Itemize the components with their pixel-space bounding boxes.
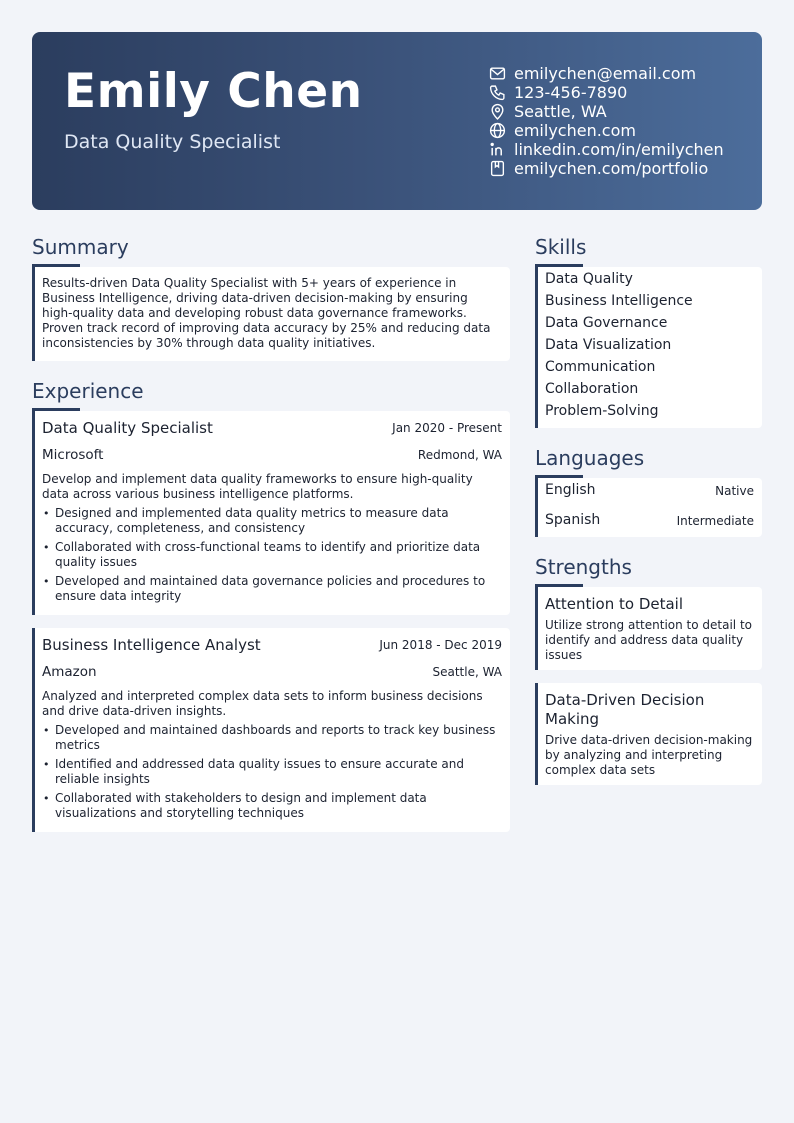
strength-card: [535, 683, 762, 785]
job-bullet-list: [42, 506, 504, 608]
location-pin-icon: [489, 103, 506, 120]
skill-item: Data Visualization: [545, 337, 672, 353]
globe-icon: [489, 122, 506, 139]
list-item: • Designed and implemented data quality metrics to measure data accuracy, completeness, and consistency: [42, 506, 504, 536]
language-name: Spanish: [545, 512, 601, 528]
strength-description: Utilize strong attention to detail to identify and address data quality issues: [545, 618, 752, 662]
linkedin-icon: [489, 141, 506, 158]
skills-heading: Skills: [535, 235, 587, 259]
contact-phone[interactable]: [489, 83, 724, 102]
contact-text: Seattle, WA: [514, 102, 607, 121]
strength-title: Attention to Detail: [545, 595, 684, 613]
contact-text: emilychen@email.com: [514, 64, 697, 83]
portfolio-icon: [489, 160, 506, 177]
skill-item: Business Intelligence: [545, 293, 693, 309]
job-company: Amazon: [42, 664, 97, 680]
list-item: • Collaborated with cross-functional teams to identify and prioritize data quality issues: [42, 540, 504, 570]
summary-card: [32, 267, 510, 361]
strength-title: Data-Driven Decision Making: [545, 691, 705, 728]
list-item: • Collaborated with stakeholders to design and implement data visualizations and storytelling techniques: [42, 791, 504, 821]
job-dates: Jan 2020 - Present: [392, 421, 502, 435]
languages-heading: Languages: [535, 446, 645, 470]
summary-heading: Summary: [32, 235, 129, 259]
job-location: Seattle, WA: [432, 665, 502, 679]
contact-list: [489, 64, 724, 178]
skill-item: Collaboration: [545, 381, 639, 397]
job-title: Business Intelligence Analyst: [42, 636, 261, 654]
summary-text: Results-driven Data Quality Specialist with 5+ years of experience in Business Intelligence, driving data-driven decision-making by ensuring high-quality data and developing robust data governance frameworks. Proven track record of improving data accuracy by 25% and reducing data inconsistencies by 30% through data quality initiatives.: [42, 276, 491, 350]
contact-text: emilychen.com: [514, 121, 636, 140]
job-description: Analyzed and interpreted complex data sets to inform business decisions and drive data-driven insights.: [42, 689, 483, 718]
list-item: • Developed and maintained dashboards and reports to track key business metrics: [42, 723, 504, 753]
skill-item: Problem-Solving: [545, 403, 659, 419]
contact-text: 123-456-7890: [514, 83, 628, 102]
phone-icon: [489, 84, 506, 101]
mail-icon: [489, 65, 506, 82]
job-card: [32, 411, 510, 615]
language-level: Intermediate: [676, 514, 754, 528]
experience-heading: Experience: [32, 379, 144, 403]
contact-text: linkedin.com/in/emilychen: [514, 140, 724, 159]
skills-card: [535, 267, 762, 428]
strengths-heading: Strengths: [535, 555, 632, 579]
candidate-name: Emily Chen: [64, 64, 363, 119]
job-location: Redmond, WA: [417, 448, 502, 462]
job-company: Microsoft: [42, 447, 104, 463]
contact-text: emilychen.com/portfolio: [514, 159, 709, 178]
language-name: English: [545, 482, 596, 498]
job-title: Data Quality Specialist: [42, 419, 213, 437]
job-dates: Jun 2018 - Dec 2019: [379, 638, 502, 652]
languages-card: [535, 478, 762, 537]
contact-linkedin[interactable]: [489, 140, 724, 159]
job-card: [32, 628, 510, 832]
job-bullet-list: [42, 723, 504, 825]
strength-card: [535, 587, 762, 670]
list-item: • Identified and addressed data quality issues to ensure accurate and reliable insights: [42, 757, 504, 787]
strength-description: Drive data-driven decision-making by analyzing and interpreting complex data sets: [545, 733, 753, 777]
skill-item: Data Governance: [545, 315, 668, 331]
job-description: Develop and implement data quality frameworks to ensure high-quality data across various business intelligence platforms.: [42, 472, 473, 501]
contact-email[interactable]: [489, 64, 724, 83]
skill-item: Data Quality: [545, 271, 633, 287]
language-level: Native: [715, 484, 754, 498]
contact-portfolio[interactable]: [489, 159, 724, 178]
candidate-role: Data Quality Specialist: [64, 131, 281, 153]
list-item: • Developed and maintained data governance policies and procedures to ensure data integrity: [42, 574, 504, 604]
contact-website[interactable]: [489, 121, 724, 140]
resume-header: [32, 32, 762, 210]
skill-item: Communication: [545, 359, 656, 375]
contact-location: [489, 102, 724, 121]
